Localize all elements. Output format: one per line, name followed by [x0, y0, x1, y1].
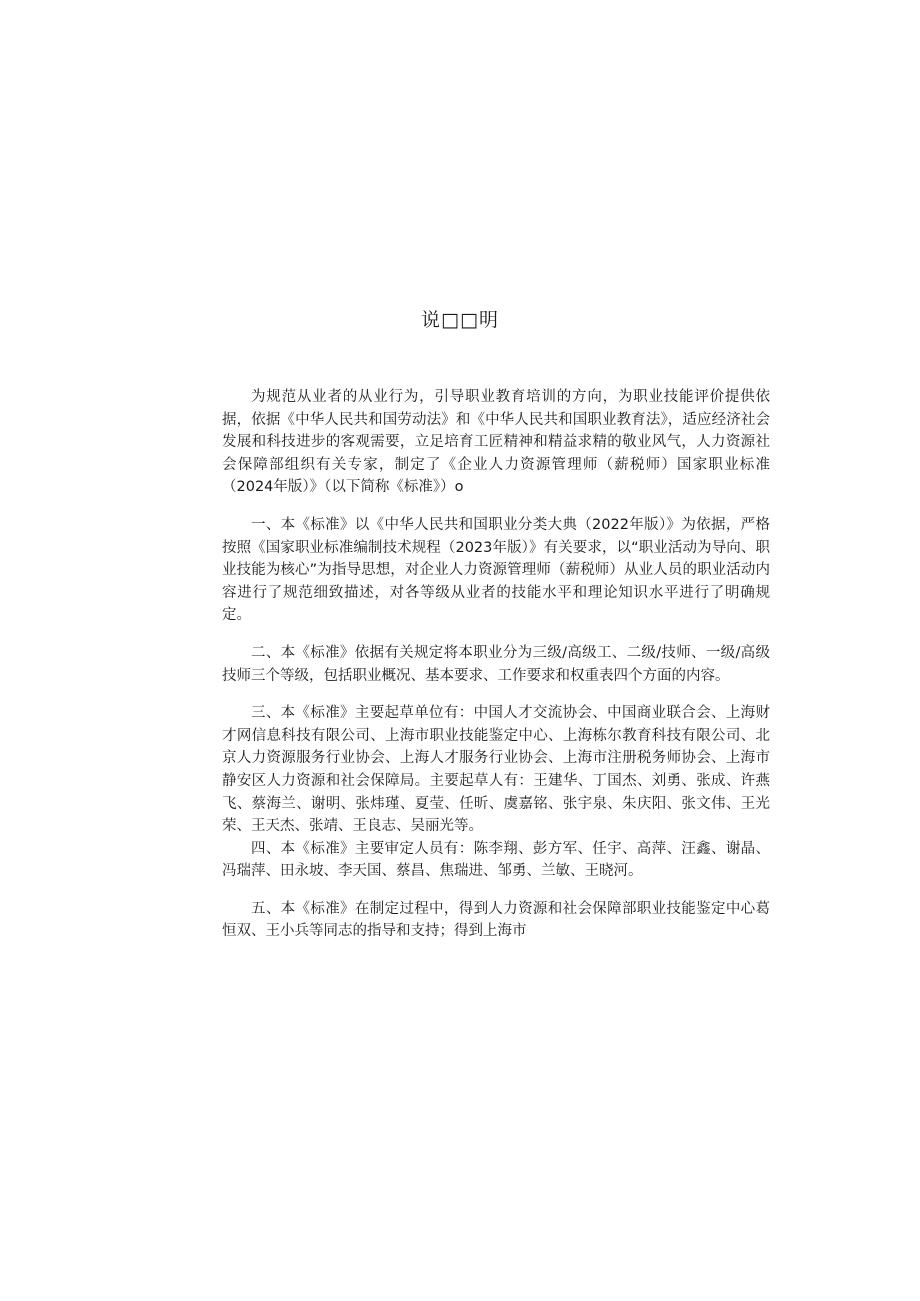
page-title: 说□□明 [421, 309, 499, 331]
paragraph-5: 五、本《标准》在制定过程中，得到人力资源和社会保障部职业技能鉴定中心葛恒双、王小兵等同志的指导和支持；得到上海市 [222, 900, 770, 940]
intro-paragraph: 为规范从业者的从业行为，引导职业教育培训的方向，为职业技能评价提供依据，依据《中华人民共和国劳动法》和《中华人民共和国职业教育法》，适应经济社会发展和科技进步的客观需要，立足培育工匠精神和精益求精的敬业风气，人力资源社会保障部组织有关专家，制定了《企业人力资源管理师（薪税师）国家职业标准（2024年版）》（以下简称《标准》）o [222, 389, 770, 496]
paragraph-4: 四、本《标准》主要审定人员有：陈李翔、彭方军、任宇、高萍、汪鑫、谢晶、冯瑞萍、田永坡、李天国、蔡昌、焦瑞进、邹勇、兰敏、王晓河。 [222, 840, 770, 880]
paragraph-2: 二、本《标准》依据有关规定将本职业分为三级/高级工、二级/技师、一级/高级技师三个等级，包括职业概况、基本要求、工作要求和权重表四个方面的内容。 [222, 644, 770, 684]
paragraph-1: 一、本《标准》以《中华人民共和国职业分类大典（2022年版）》为依据，严格按照《国家职业标准编制技术规程（2023年版）》有关要求，以“职业活动为导向、职业技能为核心”为指导思想，对企业人力资源管理师（薪税师）从业人员的职业活动内容进行了规范细致描述，对各等级从业者的技能水平和理论知识水平进行了明确规定。 [222, 516, 770, 624]
document-body [222, 386, 770, 943]
paragraph-3: 三、本《标准》主要起草单位有：中国人才交流协会、中国商业联合会、上海财才网信息科技有限公司、上海市职业技能鉴定中心、上海栋尔教育科技有限公司、北京人力资源服务行业协会、上海人才服务行业协会、上海市注册税务师协会、上海市静安区人力资源和社会保障局。主要起草人有：王建华、丁国杰、刘勇、张成、许燕飞、蔡海兰、谢明、张炜瑾、夏莹、任昕、虞嘉铭、张宇泉、朱庆阳、张文伟、王光荣、王天杰、张靖、王良志、吴丽光等。 [222, 705, 770, 835]
